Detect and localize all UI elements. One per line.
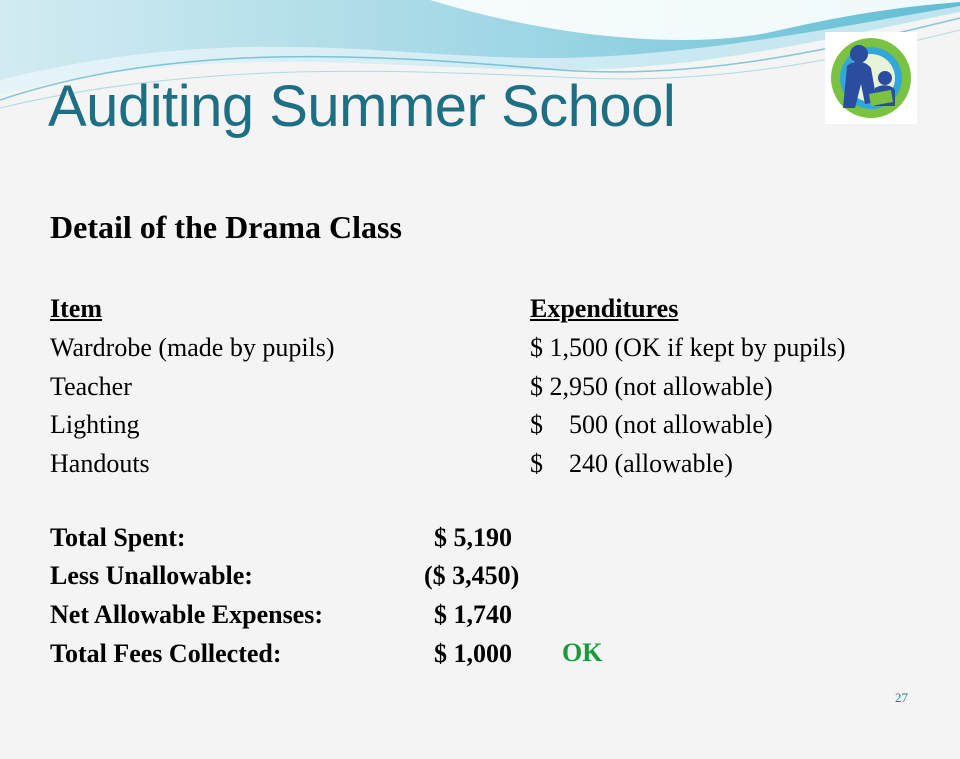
total-label: Net Allowable Expenses: <box>50 600 323 629</box>
total-amount: $ 5,190 <box>434 523 512 552</box>
table-row <box>50 372 773 402</box>
total-amount: $ 1,000 <box>434 639 512 668</box>
ok-status-label: OK <box>562 638 603 667</box>
total-label: Total Spent: <box>50 523 186 552</box>
total-label: Total Fees Collected: <box>50 639 282 668</box>
logo <box>825 32 917 124</box>
expenditure-cell: $ 240 (allowable) <box>530 449 733 478</box>
net-allowable-row <box>50 600 512 630</box>
total-spent-row <box>50 523 512 553</box>
table-row <box>50 333 846 363</box>
table-row <box>50 410 773 440</box>
total-amount: $ 1,740 <box>434 600 512 629</box>
item-cell: Lighting <box>50 410 140 439</box>
total-amount: ($ 3,450) <box>424 561 520 590</box>
parent-child-reading-icon <box>825 32 917 124</box>
expenditures-column-header: Expenditures <box>530 294 679 323</box>
table-row <box>50 449 733 479</box>
item-cell: Handouts <box>50 449 150 478</box>
expenditure-cell: $ 1,500 (OK if kept by pupils) <box>530 333 846 362</box>
item-cell: Teacher <box>50 372 132 401</box>
total-fees-row <box>50 639 512 669</box>
item-cell: Wardrobe (made by pupils) <box>50 333 335 362</box>
section-heading: Detail of the Drama Class <box>50 209 402 245</box>
less-unallowable-row <box>50 561 520 591</box>
table-header <box>50 294 679 324</box>
total-label: Less Unallowable: <box>50 561 253 590</box>
item-column-header: Item <box>50 294 102 323</box>
slide-title: Auditing Summer School <box>48 74 676 139</box>
expenditure-cell: $ 500 (not allowable) <box>530 410 773 439</box>
expenditure-cell: $ 2,950 (not allowable) <box>530 372 773 401</box>
page-number: 27 <box>895 690 908 705</box>
